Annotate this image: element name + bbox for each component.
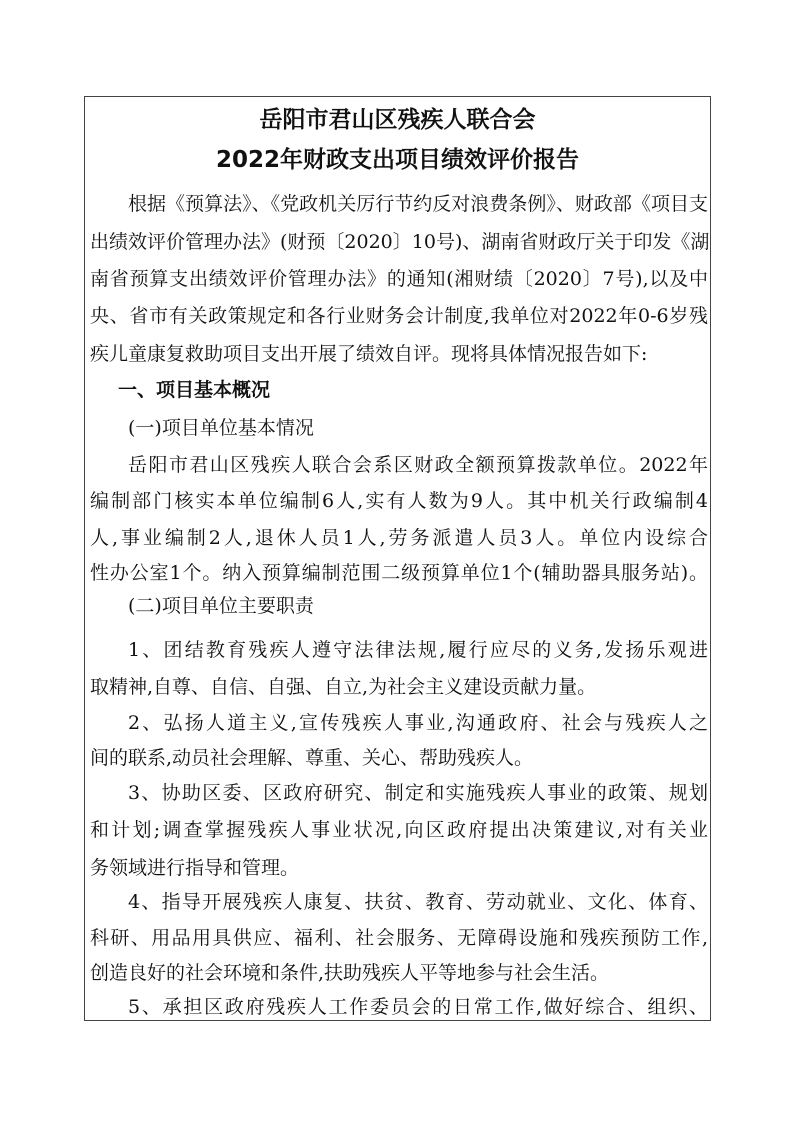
duty-line: 1、团结教育残疾人遵守法律法规,履行应尽的义务,发扬乐观进	[128, 639, 708, 661]
subsection-heading: (一)项目单位基本情况	[128, 417, 314, 439]
intro-line: 根据《预算法》、《党政机关厉行节约反对浪费条例》、财政部《项目支	[128, 193, 708, 215]
duty-line: 创造良好的社会环境和条件,扶助残疾人平等地参与社会生活。	[90, 962, 610, 984]
duty-line: 4、指导开展残疾人康复、扶贫、教育、劳动就业、文化、体育、	[128, 891, 708, 913]
paragraph-line: 人,事业编制2人,退休人员1人,劳务派遣人员3人。单位内设综合	[90, 527, 708, 549]
duty-line: 3、协助区委、区政府研究、制定和实施残疾人事业的政策、规划	[128, 782, 708, 804]
duty-line: 间的联系,动员社会理解、尊重、关心、帮助残疾人。	[90, 747, 534, 769]
subsection-heading: (二)项目单位主要职责	[128, 595, 314, 617]
duty-line: 5、承担区政府残疾人工作委员会的日常工作,做好综合、组织、	[128, 996, 708, 1018]
section-heading: 一、项目基本概况	[118, 379, 271, 401]
intro-line: 出绩效评价管理办法》(财预〔2020〕10号)、湖南省财政厅关于印发《湖	[90, 231, 710, 253]
intro-line: 央、省市有关政策规定和各行业财务会计制度,我单位对2022年0-6岁残	[90, 305, 708, 327]
duty-line: 取精神,自尊、自信、自强、自立,为社会主义建设贡献力量。	[90, 676, 597, 698]
duty-line: 2、弘扬人道主义,宣传残疾人事业,沟通政府、社会与残疾人之	[128, 712, 708, 734]
title-line-2: 2022年财政支出项目绩效评价报告	[215, 147, 579, 173]
intro-line: 疾儿童康复救助项目支出开展了绩效自评。现将具体情况报告如下:	[90, 343, 648, 365]
duty-line: 和计划;调查掌握残疾人事业状况,向区政府提出决策建议,对有关业	[90, 819, 708, 841]
intro-line: 南省预算支出绩效评价管理办法》的通知(湘财绩〔2020〕7号),以及中	[90, 268, 708, 290]
paragraph-line: 编制部门核实本单位编制6人,实有人数为9人。其中机关行政编制4	[90, 490, 708, 512]
paragraph-line: 岳阳市君山区残疾人联合会系区财政全额预算拨款单位。2022年	[128, 454, 708, 476]
paragraph-line: 性办公室1个。纳入预算编制范围二级预算单位1个(辅助器具服务站)。	[90, 562, 708, 584]
duty-line: 科研、用品用具供应、福利、社会服务、无障碍设施和残疾预防工作,	[90, 927, 708, 949]
duty-line: 务领域进行指导和管理。	[90, 857, 300, 879]
title-line-1: 岳阳市君山区残疾人联合会	[259, 107, 536, 133]
